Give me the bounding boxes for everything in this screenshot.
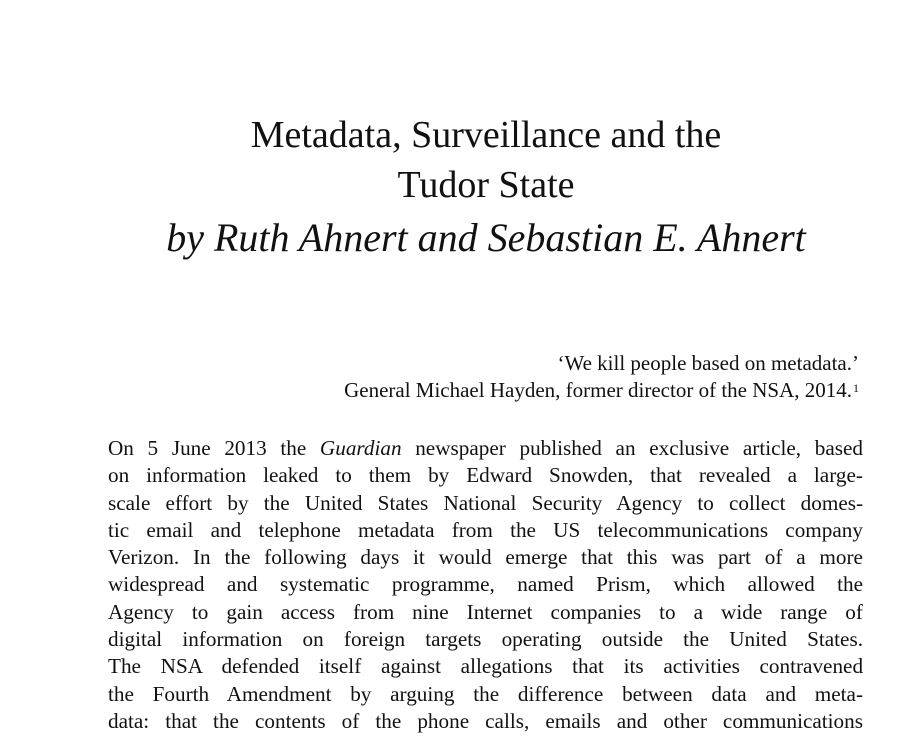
epigraph-quote: ‘We kill people based on metadata.’ [557, 351, 859, 375]
body-line: scale effort by the United States National Security Agency to collect domes- [108, 490, 864, 515]
publication-name: Guardian [319, 436, 402, 460]
body-text-prefix: On 5 June 2013 the [108, 436, 320, 460]
body-line: the Fourth Amendment by arguing the difference between data and meta- [108, 681, 864, 706]
body-line [108, 435, 863, 462]
body-line: on information leaked to them by Edward Snowden, that revealed a large- [108, 463, 863, 488]
article-byline: by Ruth Ahnert and Sebastian E. Ahnert [166, 215, 806, 260]
body-line: data: that the contents of the phone calls, emails and other communications [108, 708, 863, 733]
epigraph-attribution-line [344, 377, 859, 404]
body-line: digital information on foreign targets operating outside the United States. [108, 627, 863, 652]
body-line: The NSA defended itself against allegations that its activities contravened [108, 654, 864, 679]
body-line: Verizon. In the following days it would emerge that this was part of a more [108, 545, 863, 570]
body-line: widespread and systematic programme, named Prism, which allowed the [108, 572, 863, 597]
body-line: Agency to gain access from nine Internet companies to a wide range of [108, 599, 863, 624]
article-body [108, 435, 863, 735]
body-line: tic email and telephone metadata from the US telecommunications company [108, 517, 863, 542]
footnote-reference[interactable]: 1 [853, 381, 859, 395]
article-title-line-1: Metadata, Surveillance and the [250, 114, 722, 156]
body-text-suffix: newspaper published an exclusive article, based [401, 436, 864, 460]
epigraph-attribution: General Michael Hayden, former director of the NSA, 2014. [344, 378, 852, 402]
article-title-line-2: Tudor State [397, 164, 575, 206]
